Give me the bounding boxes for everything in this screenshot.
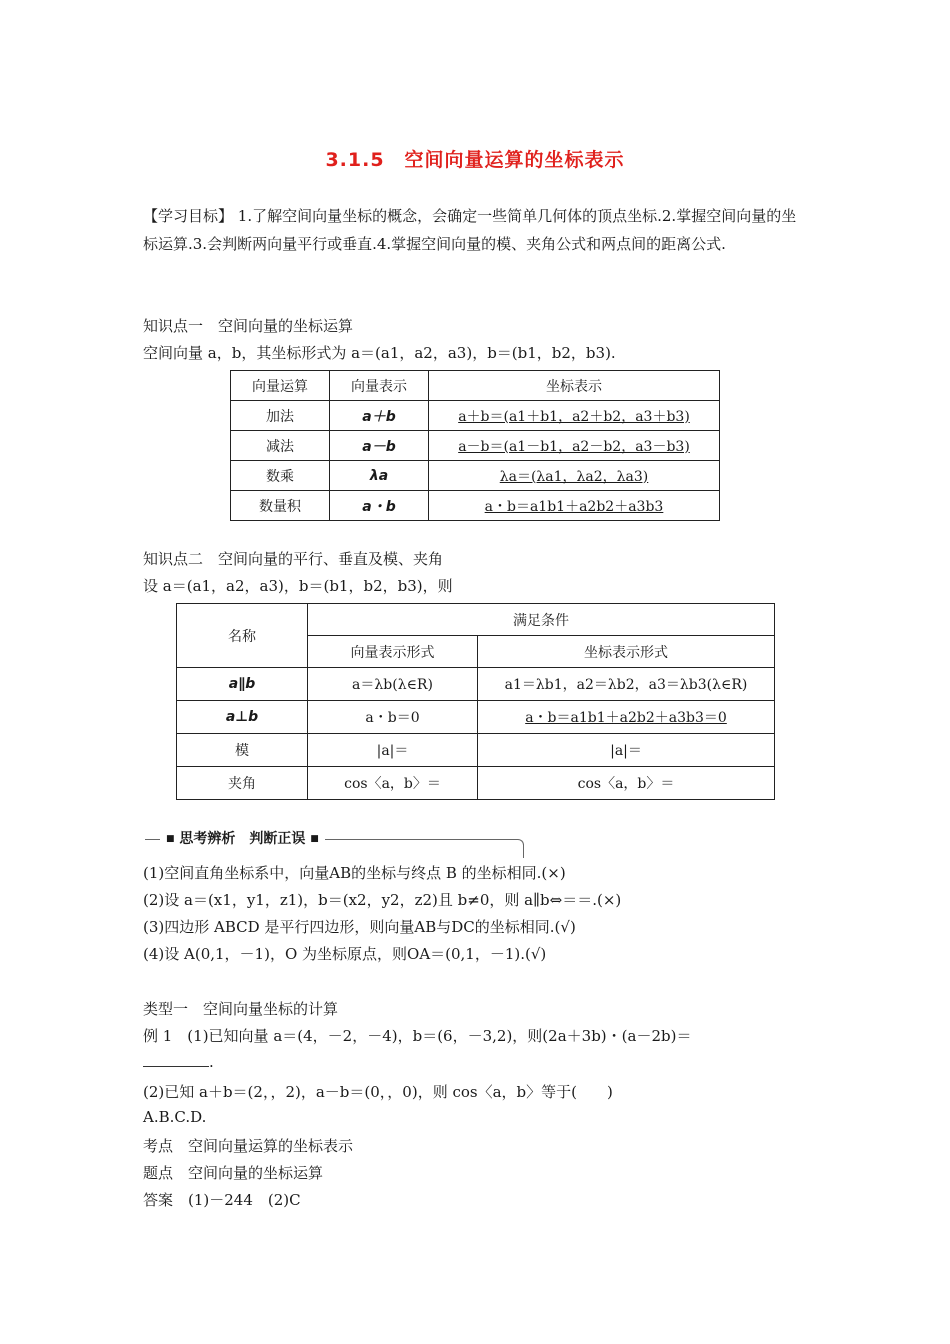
table-row: [231, 491, 720, 521]
example1-part2: (2)已知 a＋b＝(2，，2)，a－b＝(0，，0)，则 cos〈a，b〉等于( ): [143, 1083, 613, 1101]
k1-coord: a－b＝(a1－b1，a2－b2，a3－b3): [429, 431, 720, 461]
k2-name: 夹角: [177, 767, 308, 800]
k1-table: [230, 370, 720, 521]
k1-vec: a－b: [330, 431, 429, 461]
learning-objectives: [143, 202, 808, 258]
example1-text: 例 1 (1)已知向量 a＝(4，－2，－4)，b＝(6，－3,2)，则(2a＋3b)・(a－2b)＝: [143, 1027, 692, 1045]
k2-vec: a＝λb(λ∈R): [308, 668, 478, 701]
k1-intro: 空间向量 a，b，其坐标形式为 a＝(a1，a2，a3)，b＝(b1，b2，b3).: [143, 344, 616, 362]
objectives-text: 1.了解空间向量坐标的概念，会确定一些简单几何体的顶点坐标.2.掌握空间向量的坐标运算.3.会判断两向量平行或垂直.4.掌握空间向量的模、夹角公式和两点间的距离公式.: [143, 207, 797, 253]
k1-coord: λa＝(λa1，λa2，λa3): [429, 461, 720, 491]
k1-vec: λa: [330, 461, 429, 491]
k2-coord: a1＝λb1，a2＝λb2，a3＝λb3(λ∈R): [478, 668, 775, 701]
type1-heading: 类型一 空间向量坐标的计算: [143, 1000, 339, 1018]
k1-header-vec: 向量表示: [330, 371, 429, 401]
k1-header-op: 向量运算: [231, 371, 330, 401]
list-item: (1)空间直角坐标系中，向量AB的坐标与终点 B 的坐标相同.(×): [143, 864, 566, 882]
table-row: [177, 668, 775, 701]
k2-header-cond: 满足条件: [308, 604, 775, 636]
list-item: (2)设 a＝(x1，y1，z1)，b＝(x2，y2，z2)且 b≠0，则 a∥b⇔＝＝.(×): [143, 891, 622, 909]
k1-op: 数量积: [231, 491, 330, 521]
k1-vec: a＋b: [330, 401, 429, 431]
table-row: [231, 431, 720, 461]
table-row: [177, 701, 775, 734]
think-label-text: 思考辨析 判断正误: [179, 831, 306, 847]
k1-coord: a・b＝a1b1＋a2b2＋a3b3: [429, 491, 720, 521]
square-icon: ■: [166, 834, 175, 844]
choices: A.B.C.D.: [143, 1108, 207, 1126]
k1-coord: a＋b＝(a1＋b1，a2＋b2，a3＋b3): [429, 401, 720, 431]
k2-name: a⊥b: [177, 701, 308, 734]
answer-blank: .: [143, 1052, 214, 1071]
k2-intro: 设 a＝(a1，a2，a3)，b＝(b1，b2，b3)，则: [143, 577, 453, 595]
table-row: [231, 401, 720, 431]
k2-table: [176, 603, 775, 800]
table-row: [177, 767, 775, 800]
example1-part1: [143, 1025, 808, 1046]
k2-header-coord: 坐标表示形式: [478, 636, 775, 668]
table-row: [177, 734, 775, 767]
page-title: 3.1.5 空间向量运算的坐标表示: [325, 149, 625, 171]
list-item: (3)四边形 ABCD 是平行四边形，则向量AB与DC的坐标相同.(√): [143, 918, 576, 936]
k1-header-coord: 坐标表示: [429, 371, 720, 401]
k2-name: 模: [177, 734, 308, 767]
k1-heading: 知识点一 空间向量的坐标运算: [143, 317, 354, 335]
objectives-label: 【学习目标】: [143, 207, 234, 225]
tidian: 题点 空间向量的坐标运算: [143, 1164, 324, 1182]
k2-vec: cos〈a，b〉＝: [308, 767, 478, 800]
k2-coord: a・b＝a1b1＋a2b2＋a3b3＝0: [478, 701, 775, 734]
k1-vec: a・b: [330, 491, 429, 521]
table-row: [231, 461, 720, 491]
think-label: [160, 828, 325, 848]
k2-vec: a・b＝0: [308, 701, 478, 734]
k2-coord: cos〈a，b〉＝: [478, 767, 775, 800]
blank-line: [143, 1052, 209, 1067]
k2-name: a∥b: [177, 668, 308, 701]
list-item: (4)设 A(0,1，－1)，O 为坐标原点，则OA＝(0,1，－1).(√): [143, 945, 547, 963]
k1-op: 数乘: [231, 461, 330, 491]
k2-vec: |a|＝: [308, 734, 478, 767]
answer: 答案 (1)－244 (2)C: [143, 1191, 301, 1209]
k2-heading: 知识点二 空间向量的平行、垂直及模、夹角: [143, 550, 444, 568]
k1-op: 加法: [231, 401, 330, 431]
k2-header-vec: 向量表示形式: [308, 636, 478, 668]
k2-coord: |a|＝: [478, 734, 775, 767]
k1-op: 减法: [231, 431, 330, 461]
square-icon: ■: [310, 834, 319, 844]
kaodian: 考点 空间向量运算的坐标表示: [143, 1137, 354, 1155]
k2-header-name: 名称: [177, 604, 308, 668]
